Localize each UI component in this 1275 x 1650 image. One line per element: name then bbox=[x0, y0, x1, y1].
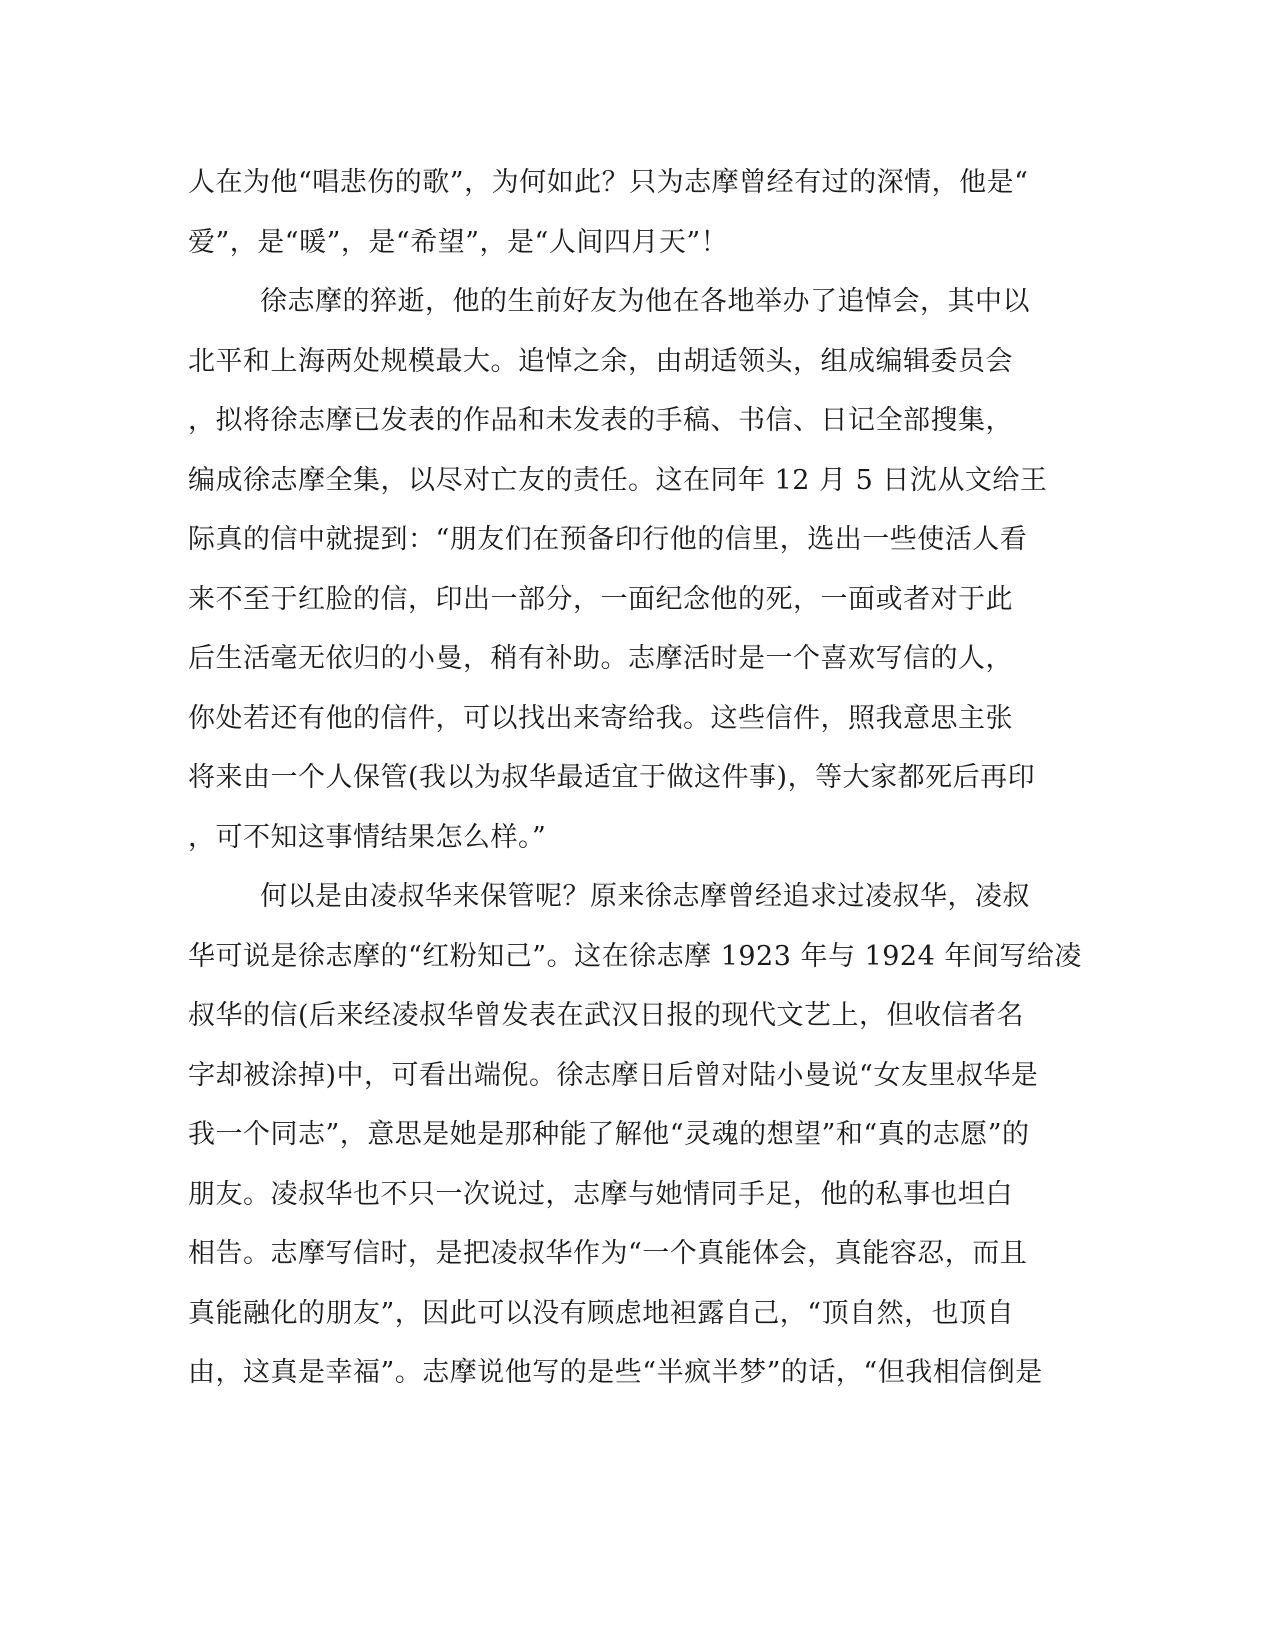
text-line: 相告。志摩写信时，是把凌叔华作为“一个真能体会，真能容忍，而且 bbox=[188, 1238, 1028, 1269]
text-line: 字却被涂掉)中，可看出端倪。徐志摩日后曾对陆小曼说“女友里叔华是 bbox=[188, 1059, 1039, 1091]
text-line: ，可不知这事情结果怎么样。” bbox=[188, 821, 547, 853]
text-line: 编成徐志摩全集，以尽对亡友的责任。这在同年 12 月 5 日沈从文给王 bbox=[188, 464, 1048, 496]
text-line: 朋友。凌叔华也不只一次说过，志摩与她情同手足，他的私事也坦白 bbox=[188, 1178, 1013, 1210]
paragraph-start-line: 何以是由凌叔华来保管呢？原来徐志摩曾经追求过凌叔华，凌叔 bbox=[260, 881, 1030, 912]
text-line: 华可说是徐志摩的“红粉知己”。这在徐志摩 1923 年与 1924 年间写给凌 bbox=[188, 940, 1082, 972]
text-line: 际真的信中就提到：“朋友们在预备印行他的信里，选出一些使活人看 bbox=[188, 524, 1028, 555]
text-line: 由，这真是幸福”。志摩说他写的是些“半疯半梦”的话，“但我相信倒是 bbox=[188, 1357, 1043, 1388]
text-line: 真能融化的朋友”，因此可以没有顾虑地袒露自己，“顶自然，也顶自 bbox=[188, 1297, 1015, 1329]
text-line: 后生活毫无依归的小曼，稍有补助。志摩活时是一个喜欢写信的人， bbox=[188, 643, 1013, 674]
text-line: 来不至于红脸的信，印出一部分，一面纪念他的死，一面或者对于此 bbox=[188, 583, 1013, 615]
text-line: 北平和上海两处规模最大。追悼之余，由胡适领头，组成编辑委员会 bbox=[188, 345, 1013, 377]
text-line: 叔华的信(后来经凌叔华曾发表在武汉日报的现代文艺上，但收信者名 bbox=[188, 1000, 1025, 1031]
text-line: 我一个同志”，意思是她是那种能了解他“灵魂的想望”和“真的志愿”的 bbox=[188, 1119, 1030, 1150]
text-line: 将来由一个人保管(我以为叔华最适宜于做这件事)，等大家都死后再印 bbox=[188, 762, 1036, 793]
body-text bbox=[188, 153, 1088, 1403]
text-line: ，拟将徐志摩已发表的作品和未发表的手稿、书信、日记全部搜集， bbox=[188, 405, 1013, 436]
text-line: 爱”，是“暖”，是“希望”，是“人间四月天”！ bbox=[188, 226, 729, 258]
text-line: 你处若还有他的信件，可以找出来寄给我。这些信件，照我意思主张 bbox=[188, 702, 1013, 734]
paragraph-start-line: 徐志摩的猝逝，他的生前好友为他在各地举办了追悼会，其中以 bbox=[260, 286, 1030, 317]
text-line: 人在为他“唱悲伤的歌”，为何如此？只为志摩曾经有过的深情，他是“ bbox=[188, 167, 1029, 198]
